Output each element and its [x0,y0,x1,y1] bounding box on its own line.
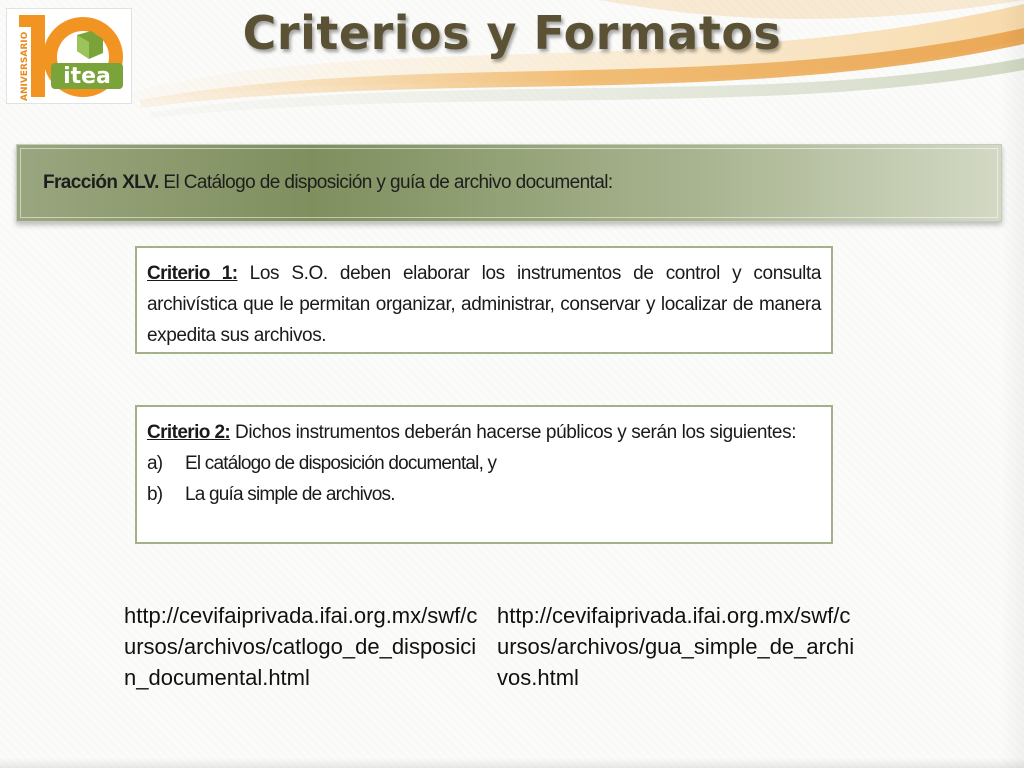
criterio-1-paragraph [147,258,821,351]
criterio-2-text: Dichos instrumentos deberán hacerse públicos y serán los siguientes: [230,422,797,443]
fraction-description: El Catálogo de disposición y guía de archivo documental: [158,172,613,193]
criterio-1-box [135,246,833,354]
fraction-heading [43,145,613,221]
logo-vertical-text: ANIVERSARIO [20,31,30,101]
logo-brand-text: itea [63,64,111,89]
bottom-edge-shadow [0,758,1024,768]
slide-title: Criterios y Formatos [242,6,782,60]
criterio-1-label: Criterio 1: [147,263,238,284]
right-edge-shadow [1000,0,1024,768]
list-item-text: El catálogo de disposición documental, y [185,453,497,474]
fraction-header-bar [16,144,1002,222]
criterio-2-list [147,448,821,510]
list-item [147,448,821,479]
criterio-2-paragraph [147,417,821,448]
list-item [147,479,821,510]
criterio-2-box [135,405,833,544]
fraction-label: Fracción XLV. [43,172,159,193]
guia-link[interactable]: http://cevifaiprivada.ifai.org.mx/swf/cursos/archivos/gua_simple_de_archivos.html [497,603,855,690]
criterio-2-label: Criterio 2: [147,422,231,443]
criterio-1-text: Los S.O. deben elaborar los instrumentos de control y consulta archivística que le permitan organizar, administrar, conservar y localizar de manera expedita sus archivos. [147,263,821,346]
catalogo-link[interactable]: http://cevifaiprivada.ifai.org.mx/swf/cursos/archivos/catlogo_de_disposicin_documental.html [124,603,478,690]
list-item-text: La guía simple de archivos. [185,484,395,505]
decorative-header-band [0,0,1024,120]
list-item-marker: a) [147,453,163,474]
list-item-marker: b) [147,484,163,505]
